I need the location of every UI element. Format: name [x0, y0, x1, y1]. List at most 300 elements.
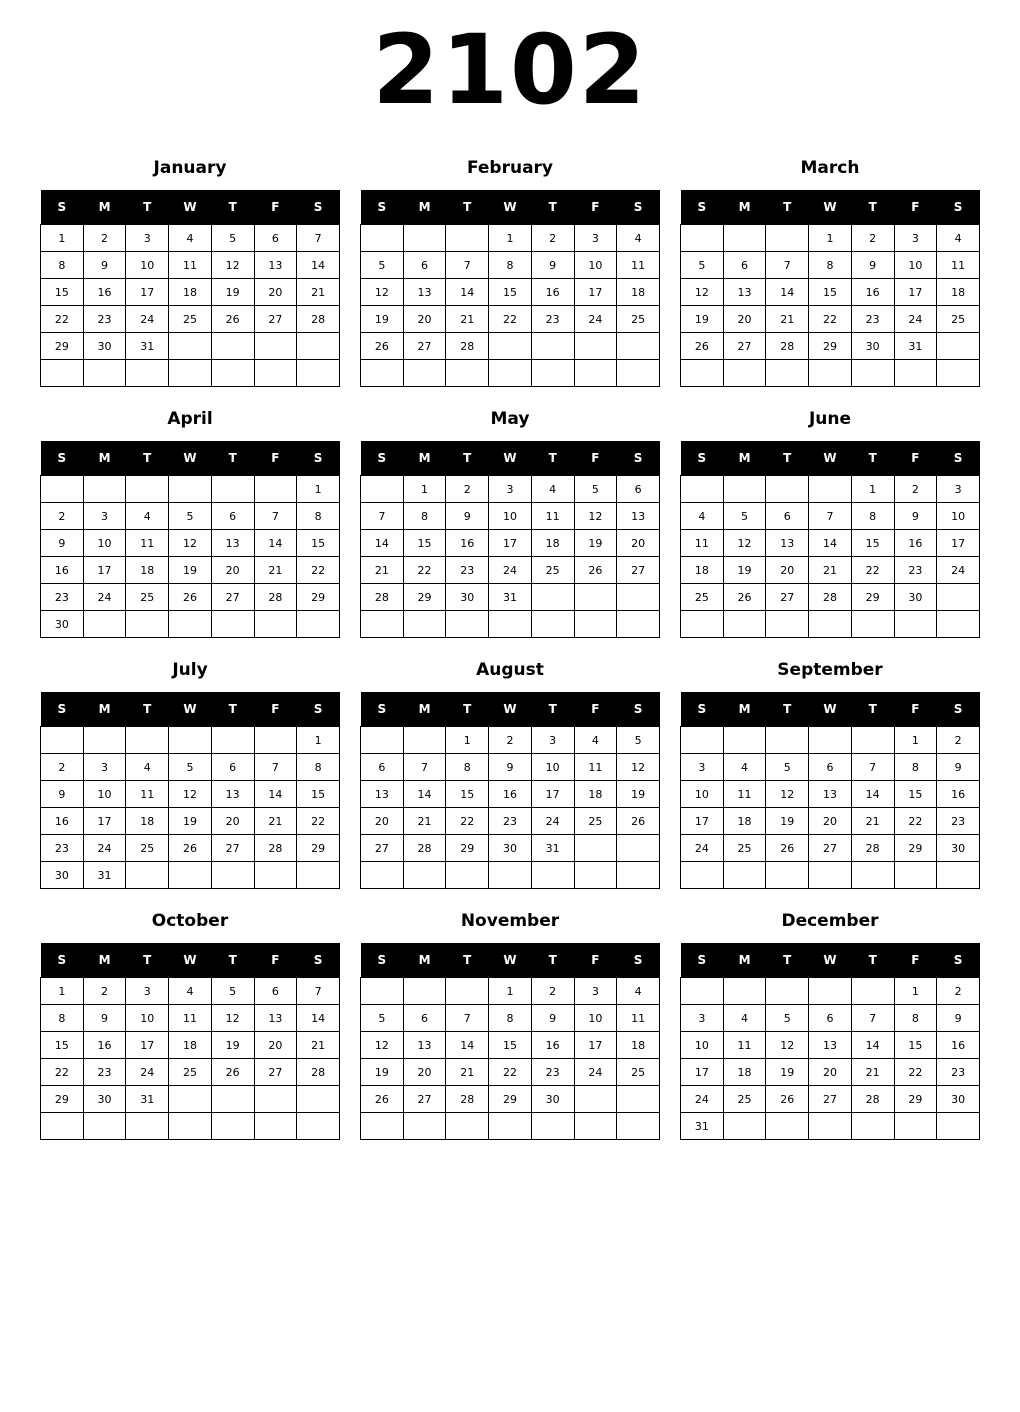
day-cell[interactable]: 5: [169, 503, 212, 530]
day-cell[interactable]: 27: [617, 557, 660, 584]
day-cell[interactable]: 25: [126, 835, 169, 862]
day-cell[interactable]: 24: [574, 306, 617, 333]
day-cell[interactable]: 19: [361, 306, 404, 333]
day-cell[interactable]: 25: [169, 306, 212, 333]
day-cell[interactable]: 21: [809, 557, 852, 584]
day-cell[interactable]: 7: [446, 252, 489, 279]
day-cell[interactable]: 8: [489, 252, 532, 279]
day-cell[interactable]: 13: [403, 1032, 446, 1059]
day-cell[interactable]: 6: [723, 252, 766, 279]
day-cell[interactable]: 29: [446, 835, 489, 862]
day-cell[interactable]: 27: [361, 835, 404, 862]
day-cell[interactable]: 30: [41, 611, 84, 638]
day-cell[interactable]: 28: [809, 584, 852, 611]
day-cell[interactable]: 3: [83, 503, 126, 530]
day-cell[interactable]: 19: [617, 781, 660, 808]
day-cell[interactable]: 7: [254, 754, 297, 781]
day-cell[interactable]: 9: [41, 781, 84, 808]
day-cell[interactable]: 27: [809, 835, 852, 862]
day-cell[interactable]: 1: [403, 476, 446, 503]
day-cell[interactable]: 3: [531, 727, 574, 754]
day-cell[interactable]: 11: [169, 252, 212, 279]
day-cell[interactable]: 25: [574, 808, 617, 835]
day-cell[interactable]: 10: [574, 252, 617, 279]
day-cell[interactable]: 5: [361, 1005, 404, 1032]
day-cell[interactable]: 26: [211, 1059, 254, 1086]
day-cell[interactable]: 26: [766, 1086, 809, 1113]
day-cell[interactable]: 17: [83, 808, 126, 835]
day-cell[interactable]: 2: [531, 225, 574, 252]
day-cell[interactable]: 19: [723, 557, 766, 584]
day-cell[interactable]: 4: [126, 503, 169, 530]
day-cell[interactable]: 18: [126, 557, 169, 584]
day-cell[interactable]: 6: [254, 978, 297, 1005]
day-cell[interactable]: 6: [809, 1005, 852, 1032]
day-cell[interactable]: 23: [83, 306, 126, 333]
day-cell[interactable]: 2: [851, 225, 894, 252]
day-cell[interactable]: 20: [403, 306, 446, 333]
day-cell[interactable]: 28: [446, 1086, 489, 1113]
day-cell[interactable]: 8: [41, 1005, 84, 1032]
day-cell[interactable]: 14: [254, 530, 297, 557]
day-cell[interactable]: 1: [41, 225, 84, 252]
day-cell[interactable]: 20: [766, 557, 809, 584]
day-cell[interactable]: 4: [617, 225, 660, 252]
day-cell[interactable]: 30: [83, 1086, 126, 1113]
day-cell[interactable]: 20: [361, 808, 404, 835]
day-cell[interactable]: 25: [723, 1086, 766, 1113]
day-cell[interactable]: 5: [211, 978, 254, 1005]
day-cell[interactable]: 28: [254, 835, 297, 862]
day-cell[interactable]: 24: [681, 1086, 724, 1113]
day-cell[interactable]: 13: [211, 530, 254, 557]
day-cell[interactable]: 2: [937, 978, 980, 1005]
day-cell[interactable]: 19: [361, 1059, 404, 1086]
day-cell[interactable]: 14: [809, 530, 852, 557]
day-cell[interactable]: 27: [254, 1059, 297, 1086]
day-cell[interactable]: 14: [446, 279, 489, 306]
day-cell[interactable]: 22: [894, 1059, 937, 1086]
day-cell[interactable]: 25: [617, 306, 660, 333]
day-cell[interactable]: 29: [809, 333, 852, 360]
day-cell[interactable]: 16: [83, 1032, 126, 1059]
day-cell[interactable]: 24: [126, 306, 169, 333]
day-cell[interactable]: 24: [531, 808, 574, 835]
day-cell[interactable]: 2: [41, 754, 84, 781]
day-cell[interactable]: 23: [531, 306, 574, 333]
day-cell[interactable]: 18: [531, 530, 574, 557]
day-cell[interactable]: 10: [83, 781, 126, 808]
day-cell[interactable]: 13: [403, 279, 446, 306]
day-cell[interactable]: 18: [617, 1032, 660, 1059]
day-cell[interactable]: 25: [531, 557, 574, 584]
day-cell[interactable]: 8: [446, 754, 489, 781]
day-cell[interactable]: 23: [41, 835, 84, 862]
day-cell[interactable]: 31: [126, 333, 169, 360]
day-cell[interactable]: 25: [169, 1059, 212, 1086]
day-cell[interactable]: 14: [361, 530, 404, 557]
day-cell[interactable]: 17: [681, 1059, 724, 1086]
day-cell[interactable]: 2: [446, 476, 489, 503]
day-cell[interactable]: 4: [617, 978, 660, 1005]
day-cell[interactable]: 16: [83, 279, 126, 306]
day-cell[interactable]: 19: [766, 808, 809, 835]
day-cell[interactable]: 14: [403, 781, 446, 808]
day-cell[interactable]: 26: [574, 557, 617, 584]
day-cell[interactable]: 10: [83, 530, 126, 557]
day-cell[interactable]: 8: [297, 754, 340, 781]
day-cell[interactable]: 16: [937, 781, 980, 808]
day-cell[interactable]: 21: [254, 808, 297, 835]
day-cell[interactable]: 22: [809, 306, 852, 333]
day-cell[interactable]: 12: [681, 279, 724, 306]
day-cell[interactable]: 27: [809, 1086, 852, 1113]
day-cell[interactable]: 23: [937, 1059, 980, 1086]
day-cell[interactable]: 3: [574, 978, 617, 1005]
day-cell[interactable]: 10: [681, 781, 724, 808]
day-cell[interactable]: 28: [254, 584, 297, 611]
day-cell[interactable]: 11: [126, 530, 169, 557]
day-cell[interactable]: 9: [489, 754, 532, 781]
day-cell[interactable]: 15: [809, 279, 852, 306]
day-cell[interactable]: 18: [723, 1059, 766, 1086]
day-cell[interactable]: 15: [894, 781, 937, 808]
day-cell[interactable]: 2: [937, 727, 980, 754]
day-cell[interactable]: 15: [446, 781, 489, 808]
day-cell[interactable]: 29: [297, 835, 340, 862]
day-cell[interactable]: 8: [297, 503, 340, 530]
day-cell[interactable]: 16: [531, 1032, 574, 1059]
day-cell[interactable]: 7: [446, 1005, 489, 1032]
day-cell[interactable]: 1: [489, 978, 532, 1005]
day-cell[interactable]: 24: [489, 557, 532, 584]
day-cell[interactable]: 9: [83, 252, 126, 279]
day-cell[interactable]: 12: [211, 252, 254, 279]
day-cell[interactable]: 5: [361, 252, 404, 279]
day-cell[interactable]: 31: [531, 835, 574, 862]
day-cell[interactable]: 30: [489, 835, 532, 862]
day-cell[interactable]: 3: [126, 225, 169, 252]
day-cell[interactable]: 29: [297, 584, 340, 611]
day-cell[interactable]: 30: [531, 1086, 574, 1113]
day-cell[interactable]: 21: [254, 557, 297, 584]
day-cell[interactable]: 4: [126, 754, 169, 781]
day-cell[interactable]: 27: [723, 333, 766, 360]
day-cell[interactable]: 15: [41, 279, 84, 306]
day-cell[interactable]: 27: [403, 1086, 446, 1113]
day-cell[interactable]: 24: [894, 306, 937, 333]
day-cell[interactable]: 14: [297, 252, 340, 279]
day-cell[interactable]: 2: [894, 476, 937, 503]
day-cell[interactable]: 8: [403, 503, 446, 530]
day-cell[interactable]: 26: [617, 808, 660, 835]
day-cell[interactable]: 20: [403, 1059, 446, 1086]
day-cell[interactable]: 26: [169, 835, 212, 862]
day-cell[interactable]: 17: [894, 279, 937, 306]
day-cell[interactable]: 30: [937, 835, 980, 862]
day-cell[interactable]: 30: [894, 584, 937, 611]
day-cell[interactable]: 20: [211, 557, 254, 584]
day-cell[interactable]: 5: [723, 503, 766, 530]
day-cell[interactable]: 20: [809, 808, 852, 835]
day-cell[interactable]: 23: [894, 557, 937, 584]
day-cell[interactable]: 23: [83, 1059, 126, 1086]
day-cell[interactable]: 2: [41, 503, 84, 530]
day-cell[interactable]: 21: [361, 557, 404, 584]
day-cell[interactable]: 12: [766, 1032, 809, 1059]
day-cell[interactable]: 6: [809, 754, 852, 781]
day-cell[interactable]: 18: [574, 781, 617, 808]
day-cell[interactable]: 10: [574, 1005, 617, 1032]
day-cell[interactable]: 2: [531, 978, 574, 1005]
day-cell[interactable]: 2: [83, 225, 126, 252]
day-cell[interactable]: 11: [617, 1005, 660, 1032]
day-cell[interactable]: 31: [894, 333, 937, 360]
day-cell[interactable]: 16: [937, 1032, 980, 1059]
day-cell[interactable]: 30: [41, 862, 84, 889]
day-cell[interactable]: 26: [211, 306, 254, 333]
day-cell[interactable]: 4: [574, 727, 617, 754]
day-cell[interactable]: 10: [531, 754, 574, 781]
day-cell[interactable]: 4: [681, 503, 724, 530]
day-cell[interactable]: 8: [851, 503, 894, 530]
day-cell[interactable]: 14: [446, 1032, 489, 1059]
day-cell[interactable]: 5: [211, 225, 254, 252]
day-cell[interactable]: 25: [937, 306, 980, 333]
day-cell[interactable]: 19: [574, 530, 617, 557]
day-cell[interactable]: 11: [723, 1032, 766, 1059]
day-cell[interactable]: 11: [574, 754, 617, 781]
day-cell[interactable]: 6: [254, 225, 297, 252]
day-cell[interactable]: 28: [297, 306, 340, 333]
day-cell[interactable]: 7: [809, 503, 852, 530]
day-cell[interactable]: 30: [83, 333, 126, 360]
day-cell[interactable]: 17: [531, 781, 574, 808]
day-cell[interactable]: 16: [41, 808, 84, 835]
day-cell[interactable]: 10: [126, 1005, 169, 1032]
day-cell[interactable]: 2: [83, 978, 126, 1005]
day-cell[interactable]: 27: [211, 835, 254, 862]
day-cell[interactable]: 7: [254, 503, 297, 530]
day-cell[interactable]: 4: [531, 476, 574, 503]
day-cell[interactable]: 28: [361, 584, 404, 611]
day-cell[interactable]: 9: [446, 503, 489, 530]
day-cell[interactable]: 15: [489, 1032, 532, 1059]
day-cell[interactable]: 17: [937, 530, 980, 557]
day-cell[interactable]: 18: [937, 279, 980, 306]
day-cell[interactable]: 13: [809, 781, 852, 808]
day-cell[interactable]: 29: [403, 584, 446, 611]
day-cell[interactable]: 8: [41, 252, 84, 279]
day-cell[interactable]: 29: [41, 333, 84, 360]
day-cell[interactable]: 14: [851, 1032, 894, 1059]
day-cell[interactable]: 26: [361, 333, 404, 360]
day-cell[interactable]: 14: [254, 781, 297, 808]
day-cell[interactable]: 22: [851, 557, 894, 584]
day-cell[interactable]: 14: [766, 279, 809, 306]
day-cell[interactable]: 20: [723, 306, 766, 333]
day-cell[interactable]: 31: [83, 862, 126, 889]
day-cell[interactable]: 16: [446, 530, 489, 557]
day-cell[interactable]: 15: [41, 1032, 84, 1059]
day-cell[interactable]: 26: [361, 1086, 404, 1113]
day-cell[interactable]: 20: [254, 279, 297, 306]
day-cell[interactable]: 13: [254, 1005, 297, 1032]
day-cell[interactable]: 9: [937, 754, 980, 781]
day-cell[interactable]: 19: [169, 557, 212, 584]
day-cell[interactable]: 13: [361, 781, 404, 808]
day-cell[interactable]: 23: [41, 584, 84, 611]
day-cell[interactable]: 22: [894, 808, 937, 835]
day-cell[interactable]: 31: [681, 1113, 724, 1140]
day-cell[interactable]: 11: [617, 252, 660, 279]
day-cell[interactable]: 19: [169, 808, 212, 835]
day-cell[interactable]: 1: [297, 476, 340, 503]
day-cell[interactable]: 29: [489, 1086, 532, 1113]
day-cell[interactable]: 11: [937, 252, 980, 279]
day-cell[interactable]: 18: [681, 557, 724, 584]
day-cell[interactable]: 29: [894, 835, 937, 862]
day-cell[interactable]: 16: [894, 530, 937, 557]
day-cell[interactable]: 1: [297, 727, 340, 754]
day-cell[interactable]: 28: [766, 333, 809, 360]
day-cell[interactable]: 12: [574, 503, 617, 530]
day-cell[interactable]: 21: [446, 1059, 489, 1086]
day-cell[interactable]: 7: [766, 252, 809, 279]
day-cell[interactable]: 11: [126, 781, 169, 808]
day-cell[interactable]: 21: [851, 808, 894, 835]
day-cell[interactable]: 1: [446, 727, 489, 754]
day-cell[interactable]: 28: [403, 835, 446, 862]
day-cell[interactable]: 20: [809, 1059, 852, 1086]
day-cell[interactable]: 25: [723, 835, 766, 862]
day-cell[interactable]: 1: [489, 225, 532, 252]
day-cell[interactable]: 28: [851, 835, 894, 862]
day-cell[interactable]: 22: [446, 808, 489, 835]
day-cell[interactable]: 31: [126, 1086, 169, 1113]
day-cell[interactable]: 22: [41, 1059, 84, 1086]
day-cell[interactable]: 19: [681, 306, 724, 333]
day-cell[interactable]: 28: [851, 1086, 894, 1113]
day-cell[interactable]: 16: [851, 279, 894, 306]
day-cell[interactable]: 17: [126, 279, 169, 306]
day-cell[interactable]: 4: [723, 1005, 766, 1032]
day-cell[interactable]: 15: [403, 530, 446, 557]
day-cell[interactable]: 6: [617, 476, 660, 503]
day-cell[interactable]: 8: [809, 252, 852, 279]
day-cell[interactable]: 1: [41, 978, 84, 1005]
day-cell[interactable]: 24: [83, 584, 126, 611]
day-cell[interactable]: 17: [489, 530, 532, 557]
day-cell[interactable]: 19: [766, 1059, 809, 1086]
day-cell[interactable]: 12: [361, 1032, 404, 1059]
day-cell[interactable]: 10: [489, 503, 532, 530]
day-cell[interactable]: 23: [851, 306, 894, 333]
day-cell[interactable]: 31: [489, 584, 532, 611]
day-cell[interactable]: 27: [254, 306, 297, 333]
day-cell[interactable]: 4: [937, 225, 980, 252]
day-cell[interactable]: 22: [297, 557, 340, 584]
day-cell[interactable]: 12: [169, 530, 212, 557]
day-cell[interactable]: 6: [403, 252, 446, 279]
day-cell[interactable]: 3: [681, 1005, 724, 1032]
day-cell[interactable]: 16: [489, 781, 532, 808]
day-cell[interactable]: 19: [211, 279, 254, 306]
day-cell[interactable]: 9: [531, 252, 574, 279]
day-cell[interactable]: 15: [851, 530, 894, 557]
day-cell[interactable]: 22: [489, 306, 532, 333]
day-cell[interactable]: 8: [894, 1005, 937, 1032]
day-cell[interactable]: 3: [574, 225, 617, 252]
day-cell[interactable]: 22: [297, 808, 340, 835]
day-cell[interactable]: 23: [937, 808, 980, 835]
day-cell[interactable]: 11: [169, 1005, 212, 1032]
day-cell[interactable]: 13: [723, 279, 766, 306]
day-cell[interactable]: 9: [41, 530, 84, 557]
day-cell[interactable]: 4: [723, 754, 766, 781]
day-cell[interactable]: 13: [254, 252, 297, 279]
day-cell[interactable]: 5: [617, 727, 660, 754]
day-cell[interactable]: 1: [851, 476, 894, 503]
day-cell[interactable]: 8: [894, 754, 937, 781]
day-cell[interactable]: 23: [531, 1059, 574, 1086]
day-cell[interactable]: 19: [211, 1032, 254, 1059]
day-cell[interactable]: 11: [681, 530, 724, 557]
day-cell[interactable]: 4: [169, 978, 212, 1005]
day-cell[interactable]: 3: [83, 754, 126, 781]
day-cell[interactable]: 26: [169, 584, 212, 611]
day-cell[interactable]: 9: [851, 252, 894, 279]
day-cell[interactable]: 6: [766, 503, 809, 530]
day-cell[interactable]: 18: [723, 808, 766, 835]
day-cell[interactable]: 3: [937, 476, 980, 503]
day-cell[interactable]: 30: [851, 333, 894, 360]
day-cell[interactable]: 30: [446, 584, 489, 611]
day-cell[interactable]: 23: [489, 808, 532, 835]
day-cell[interactable]: 3: [489, 476, 532, 503]
day-cell[interactable]: 1: [809, 225, 852, 252]
day-cell[interactable]: 10: [126, 252, 169, 279]
day-cell[interactable]: 21: [446, 306, 489, 333]
day-cell[interactable]: 20: [211, 808, 254, 835]
day-cell[interactable]: 18: [617, 279, 660, 306]
day-cell[interactable]: 14: [297, 1005, 340, 1032]
day-cell[interactable]: 5: [766, 754, 809, 781]
day-cell[interactable]: 9: [83, 1005, 126, 1032]
day-cell[interactable]: 21: [297, 279, 340, 306]
day-cell[interactable]: 26: [681, 333, 724, 360]
day-cell[interactable]: 10: [937, 503, 980, 530]
day-cell[interactable]: 12: [211, 1005, 254, 1032]
day-cell[interactable]: 14: [851, 781, 894, 808]
day-cell[interactable]: 16: [41, 557, 84, 584]
day-cell[interactable]: 3: [126, 978, 169, 1005]
day-cell[interactable]: 7: [297, 225, 340, 252]
day-cell[interactable]: 12: [361, 279, 404, 306]
day-cell[interactable]: 6: [211, 754, 254, 781]
day-cell[interactable]: 3: [681, 754, 724, 781]
day-cell[interactable]: 21: [851, 1059, 894, 1086]
day-cell[interactable]: 28: [446, 333, 489, 360]
day-cell[interactable]: 12: [169, 781, 212, 808]
day-cell[interactable]: 22: [489, 1059, 532, 1086]
day-cell[interactable]: 17: [574, 279, 617, 306]
day-cell[interactable]: 6: [361, 754, 404, 781]
day-cell[interactable]: 8: [489, 1005, 532, 1032]
day-cell[interactable]: 17: [83, 557, 126, 584]
day-cell[interactable]: 26: [723, 584, 766, 611]
day-cell[interactable]: 27: [766, 584, 809, 611]
